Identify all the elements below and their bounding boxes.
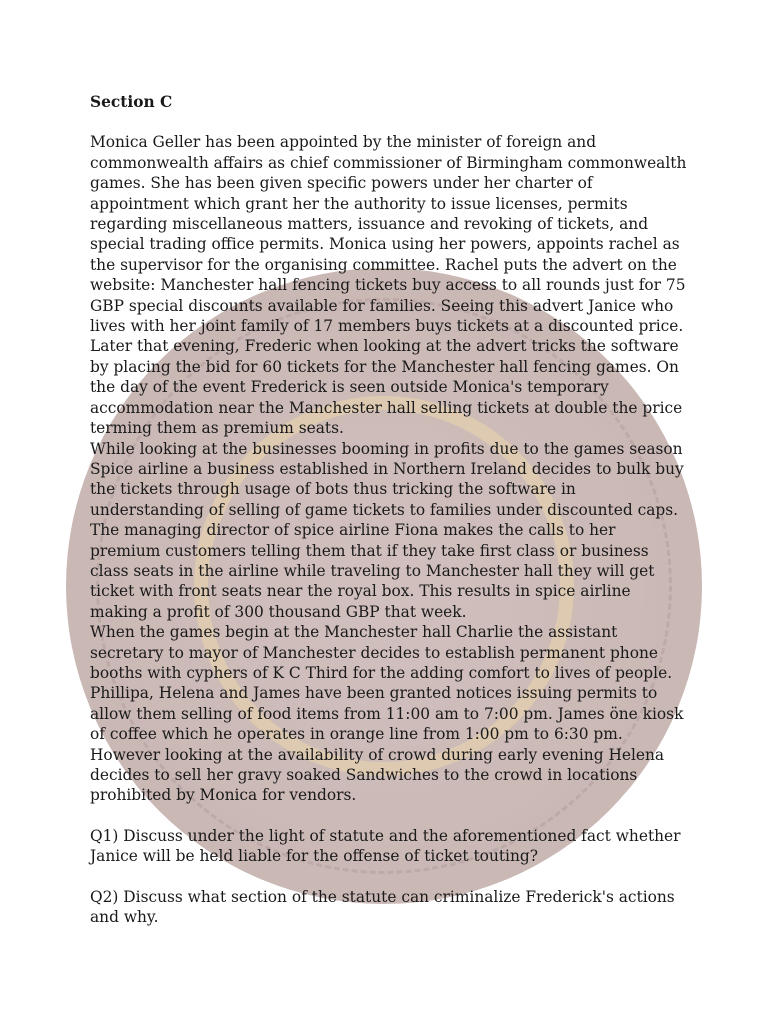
spacer xyxy=(90,806,690,826)
section-title: Section C xyxy=(90,93,173,111)
paragraph-spice-airline: While looking at the businesses booming in profits due to the games season Spice airline a business established in Northern Ireland decides to bulk buy the tickets through usage of bots thus tricking the software in understanding of selling of game tickets to families under discounted caps. The managing director of spice airline Fiona makes the calls to her premium customers telling them that if they take first class or business class seats in the airline while traveling to Manchester hall they will get ticket with front seats near the royal box. This results in spice airline making a profit of 300 thousand GBP that week. xyxy=(90,439,684,621)
paragraph-facts: Monica Geller has been appointed by the minister of foreign and commonwealth affairs as chief commissioner of Birmingham commonwealth games. She has been given specific powers under her charter of appointment which grant her the authority to issue licenses, permits regarding miscellaneous matters, issuance and revoking of tickets, and special trading office permits. Monica using her powers, appoints rachel as the supervisor for the organising committee. Rachel puts the advert on the website: Manchester hall fencing tickets buy access to all rounds just for 75 GBP special discounts available for families. Seeing this advert Janice who lives with her joint family of 17 members buys tickets at a discounted price. Later that evening, Frederic when looking at the advert tricks the software by placing the bid for 60 tickets for the Manchester hall fencing games. On the day of the event Frederick is seen outside Monica's temporary accommodation near the Manchester hall selling tickets at double the price terming them as premium seats. xyxy=(90,133,687,438)
document-page xyxy=(90,92,690,927)
spacer xyxy=(90,867,690,887)
paragraph-games-begin: When the games begin at the Manchester hall Charlie the assistant secretary to mayor of Manchester decides to establish permanent phone booths with cyphers of K C Third for the adding comfort to lives of people. Phillipa, Helena and James have been granted notices issuing permits to allow them selling of food items from 11:00 am to 7:00 pm. James öne kiosk of coffee which he operates in orange line from 1:00 pm to 6:30 pm. However looking at the availability of crowd during early evening Helena decides to sell her gravy soaked Sandwiches to the crowd in locations prohibited by Monica for vendors. xyxy=(90,623,684,805)
question-2: Q2) Discuss what section of the statute can criminalize Frederick's actions and why. xyxy=(90,887,675,927)
question-1: Q1) Discuss under the light of statute and the aforementioned fact whether Janice will be held liable for the offense of ticket touting? xyxy=(90,826,681,866)
